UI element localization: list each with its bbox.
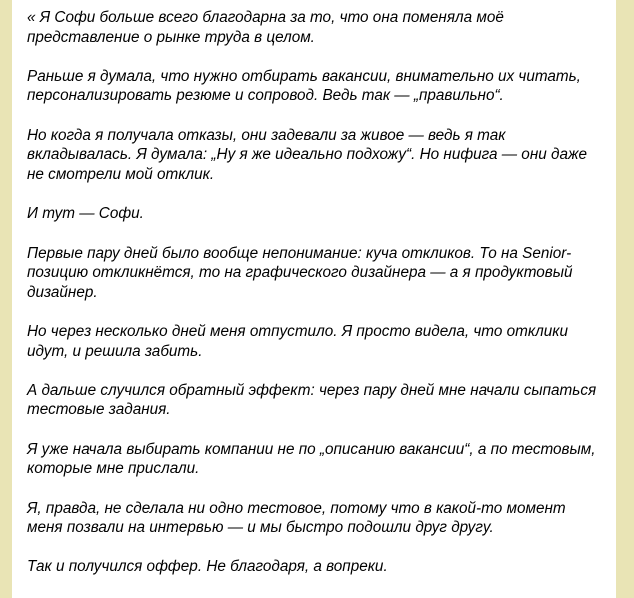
quote-paragraph-1: « Я Софи больше всего благодарна за то, что она поменяла моё представление о рынке труда в целом. — [27, 9, 509, 46]
quote-paragraph-3: Но когда я получала отказы, они задевали за живое — ведь я так вкладывалась. Я думала: „Ну я же идеально подхожу“. Но нифига — они даже не смотрели мой отклик. — [27, 126, 592, 183]
quote-paragraph-4: И тут — Софи. — [27, 205, 144, 223]
quote-paragraph-6: Но через несколько дней меня отпустило. Я просто видела, что отклики идут, и решила забить. — [27, 322, 573, 360]
quote-message-card — [12, 0, 616, 598]
quote-paragraph-10: Так и получился оффер. Не благодаря, а вопреки. — [27, 558, 388, 576]
quote-paragraph-8: Я уже начала выбирать компании не по „описанию вакансии“, а по тестовым, которые мне прислали. — [27, 440, 600, 478]
quote-paragraph-2: Раньше я думала, что нужно отбирать вакансии, внимательно их читать, персонализировать резюме и сопровод. Ведь так — „правильно“. — [27, 67, 586, 105]
quote-paragraph-9: Я, правда, не сделала ни одно тестовое, потому что в какой-то момент меня позвали на интервью — и мы быстро подошли друг другу. — [27, 499, 570, 537]
quote-paragraph-5: Первые пару дней было вообще непонимание: куча откликов. То на Senior-позицию откликнётся, то на графического дизайнера — а я продуктовый дизайнер. — [27, 244, 577, 301]
quote-paragraph-7: А дальше случился обратный эффект: через пару дней мне начали сыпаться тестовые задания. — [27, 381, 601, 419]
